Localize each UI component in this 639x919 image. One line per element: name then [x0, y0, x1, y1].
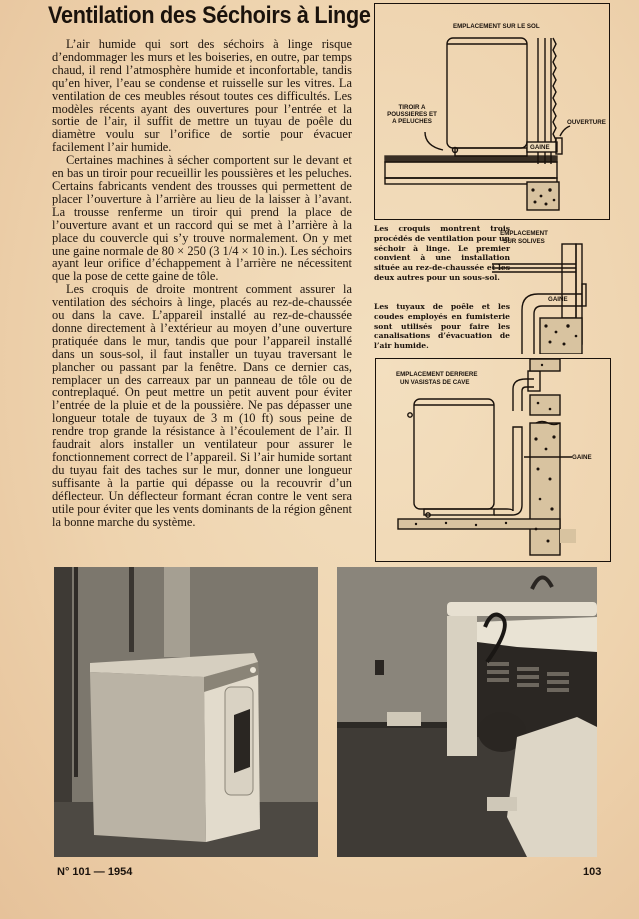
figure-caption-top: Les croquis montrent trois procédés de ventilation pour un séchoir à linge. Le premier convient à une installation située au rez-de-chaussée et les deux autres pour un sous-sol.	[374, 224, 510, 282]
floor-placement-heading: EMPLACEMENT SUR LE SOL	[453, 23, 540, 30]
figure-floor-placement	[374, 3, 610, 220]
basement-heading-line2: UN VASISTAS DE CAVE	[400, 379, 470, 386]
page-number: 103	[583, 866, 602, 878]
figure-caption-bottom: Les tuyaux de poêle et les coudes employés en fumisterie sont utilisés pour faire les canalisations d’évacuation de l’air humide.	[374, 302, 510, 351]
issue-number: N° 101 — 1954	[57, 866, 133, 878]
installation-photo-drawing	[337, 567, 597, 857]
basement-duct-label: GAINE	[572, 454, 592, 461]
duct-label: GAINE	[530, 144, 550, 151]
drawer-label-line2: POUSSIERES ET	[387, 111, 437, 118]
opening-label: OUVERTURE	[567, 119, 606, 126]
drawer-label-line1: TIROIR A	[398, 104, 426, 111]
photo-dryer	[54, 567, 318, 857]
paragraph-1: L’air humide qui sort des séchoirs à linge risque d’endommager les murs et les boiseries, en outre, par temps chaud, il rend l’atmosphère humide et inconfortable, tandis qu’en hiver, l’eau se condense et ruisselle sur les vitres. La ventilation de ces meubles résout toutes ces difficultés. Les modèles récents ayant des ouvertures pour l’entrée et la sortie de l’air, il suffit de mettre un tuyau de poêle du diamètre voulu sur l’orifice de sortie pour évacuer facilement l’air humide.	[52, 37, 352, 155]
basement-heading-line1: EMPLACEMENT DERRIERE	[396, 371, 478, 378]
article-body	[52, 38, 352, 528]
paragraph-2: Certaines machines à sécher comportent sur le devant et en bas un tiroir pour recueillir les poussières et les peluches. Certains fabricants vendent des trousses qui permettent de placer l’ouverture à l’arrière au lieu de la laisser à l’avant. La trousse renferme un tiroir qui prend la place de l’ouverture avant et un raccord qui se met à l’arrière à la place du couvercle qui s’y trouve normalement. On y met une gaine normale de 80 × 250 (3 1/4 × 10 in.). Les séchoirs ayant leur orifice d’échappement à l’arrière ne nécessitent que la pose de cette gaine de tôle.	[52, 153, 352, 284]
dryer-photo-drawing	[54, 567, 318, 857]
article-title: Ventilation des Séchoirs à Linge	[48, 2, 371, 29]
paragraph-3: Les croquis de droite montrent comment assurer la ventilation des séchoirs à linge, placés au rez-de-chaussée ou dans la cave. L’appareil installé au rez-de-chaussée donne directement à l’extérieur au moyen d’une ouverture pratiquée dans le mur, tandis que pour l’appareil installé dans un sous-sol, il faut installer un tuyau traversant le plancher ou passant par la fenêtre. Dans ce dernier cas, remplacer un des carreaux par un panneau de tôle ou de contreplaqué. On peut mettre un petit auvent pour éviter l’entrée de la pluie et de la poussière. Ne pas dépasser une longueur totale de tuyaux de 3 m (10 ft) sous peine de rendre trop grande la résistance à l’écoulement de l’air. Il faudrait alors installer un ventilateur pour assurer le fonctionnement correct de l’appareil. Si l’air humide sortant du tuyau fait des taches sur le mur, donner une longueur suffisante à la partie qui dépasse ou la recouvrir d’un déflecteur. Un déflecteur formant écran contre le vent sera utile pour éviter que les vents dominants de la région gênent la bonne marche du système.	[52, 282, 352, 529]
figure-joists-placement	[486, 222, 611, 354]
figure-basement-window-placement	[375, 358, 611, 562]
joists-heading-line1: EMPLACEMENT	[500, 230, 548, 237]
joists-heading-line2: SUR SOLIVES	[503, 238, 545, 245]
joists-duct-label: GAINE	[548, 296, 568, 303]
photo-installation	[337, 567, 597, 857]
drawer-label-line3: A PELUCHES	[392, 118, 432, 125]
